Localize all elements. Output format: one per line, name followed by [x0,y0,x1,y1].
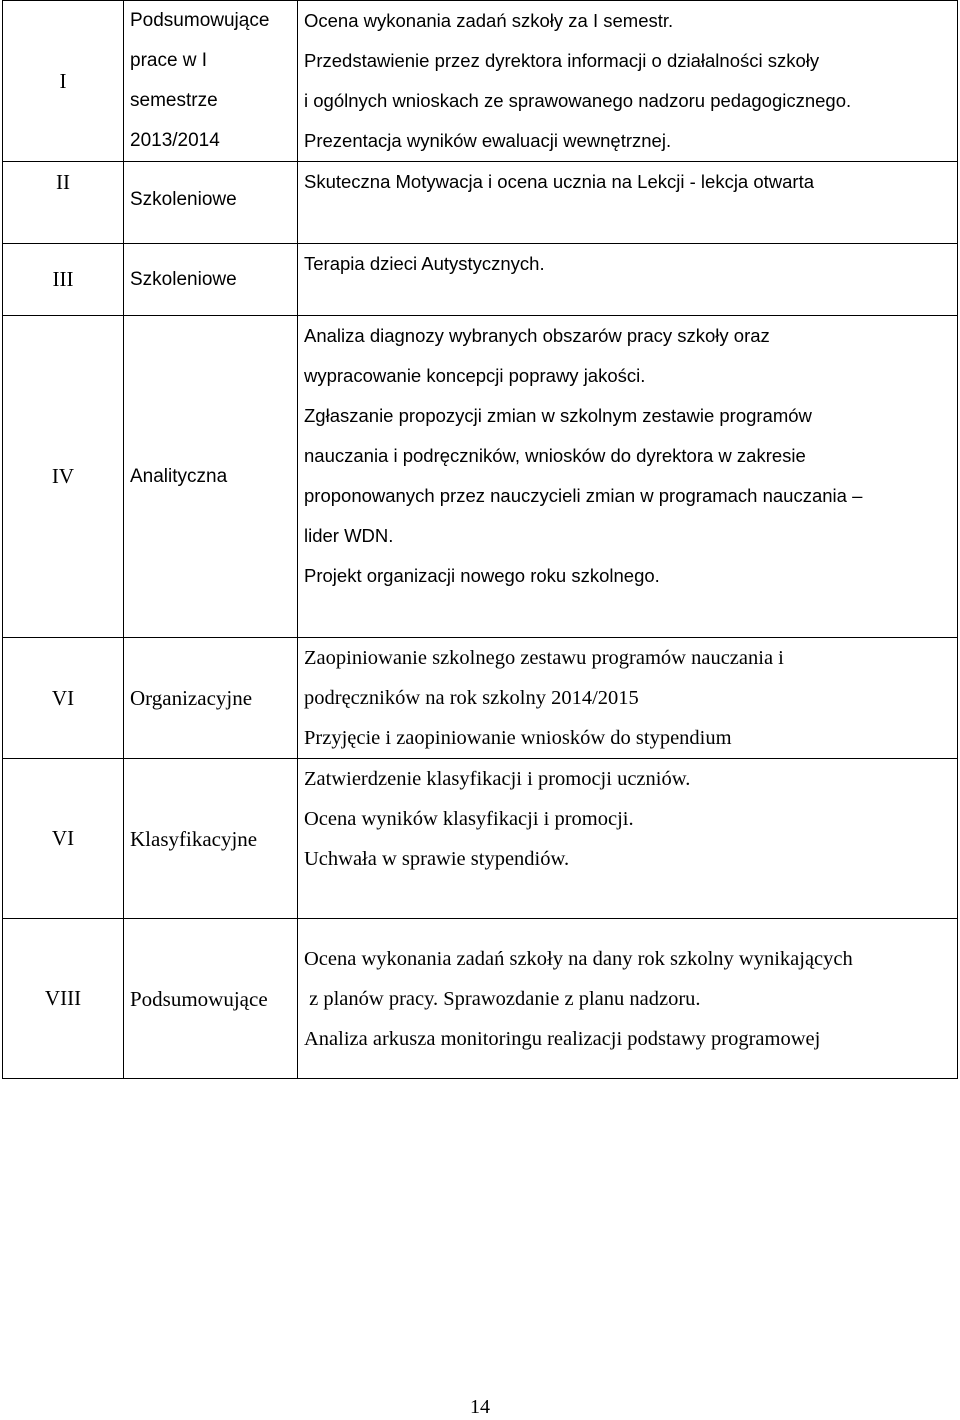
row-number: VI [51,685,75,710]
description-line: i ogólnych wnioskach ze sprawowanego nadzoru pedagogicznego. [304,90,852,111]
row-number-cell [3,244,124,316]
table-row [3,638,958,759]
meeting-type-cell [124,162,298,244]
description-line: Analiza arkusza monitoringu realizacji podstawy programowej [304,1027,821,1050]
row-number-cell [3,162,124,244]
description-line: z planów pracy. Sprawozdanie z planu nadzoru. [304,987,701,1010]
description-line: Analiza diagnozy wybranych obszarów pracy szkoły oraz [304,325,770,346]
description-line: Skuteczna Motywacja i ocena ucznia na Lekcji - lekcja otwarta [304,171,815,192]
row-number: VIII [44,986,82,1010]
meeting-type-cell [124,316,298,638]
row-number-cell [3,919,124,1079]
description-line: nauczania i podręczników, wniosków do dyrektora w zakresie [304,445,806,466]
meeting-type: Analityczna [130,465,228,487]
description-cell [298,759,958,919]
description-line: Prezentacja wyników ewaluacji wewnętrznej. [304,130,672,151]
row-number: IV [51,464,75,488]
description-line: Terapia dzieci Autystycznych. [304,253,545,274]
description-line: Ocena wyników klasyfikacji i promocji. [304,808,634,830]
description-cell [298,162,958,244]
description-cell [298,919,958,1079]
row-number: III [52,267,74,291]
meeting-type: Szkoleniowe [130,189,237,210]
description-line: Ocena wykonania zadań szkoły za I semestr. [304,10,674,31]
meeting-type: Szkoleniowe [130,268,237,290]
meeting-type-line: prace w I [130,50,208,71]
meeting-type-cell [124,759,298,919]
row-number: I [59,68,67,93]
meetings-table [2,0,958,1079]
meeting-type-line: semestrze [130,90,218,111]
description-line: podręczników na rok szkolny 2014/2015 [304,687,639,709]
description-cell [298,316,958,638]
table-row [3,162,958,244]
row-number: VI [51,826,75,850]
table-row [3,316,958,638]
meeting-type-cell [124,244,298,316]
description-line: Przedstawienie przez dyrektora informacji o działalności szkoły [304,50,820,71]
description-line: Ocena wykonania zadań szkoły na dany rok szkolny wynikających [304,947,853,970]
meeting-type-cell [124,919,298,1079]
description-cell [298,244,958,316]
description-cell [298,1,958,162]
row-number-cell [3,1,124,162]
description-line: Zaopiniowanie szkolnego zestawu programów nauczania i [304,647,784,669]
table-row [3,759,958,919]
row-number: II [56,170,70,194]
row-number-cell [3,759,124,919]
row-number-cell [3,316,124,638]
description-line: wypracowanie koncepcji poprawy jakości. [304,365,646,386]
description-line: Projekt organizacji nowego roku szkolnego. [304,565,660,586]
description-line: Uchwała w sprawie stypendiów. [304,848,570,870]
meeting-type-cell [124,1,298,162]
row-number-cell [3,638,124,759]
description-cell [298,638,958,759]
meeting-type: Klasyfikacyjne [130,826,258,851]
meeting-type: Podsumowujące [130,986,268,1011]
table-row [3,919,958,1079]
description-line: proponowanych przez nauczycieli zmian w programach nauczania – [304,485,863,506]
description-line: Zatwierdzenie klasyfikacji i promocji uczniów. [304,768,691,790]
page-number: 14 [470,1396,490,1418]
description-line: Przyjęcie i zaopiniowanie wniosków do stypendium [304,727,732,749]
description-line: lider WDN. [304,525,394,546]
description-line: Zgłaszanie propozycji zmian w szkolnym zestawie programów [304,405,812,426]
meeting-type-line: 2013/2014 [130,130,220,151]
meeting-type-line: Podsumowujące [130,10,270,31]
meeting-type: Organizacyjne [130,686,253,710]
meeting-type-cell [124,638,298,759]
table-row [3,244,958,316]
table-row [3,1,958,162]
